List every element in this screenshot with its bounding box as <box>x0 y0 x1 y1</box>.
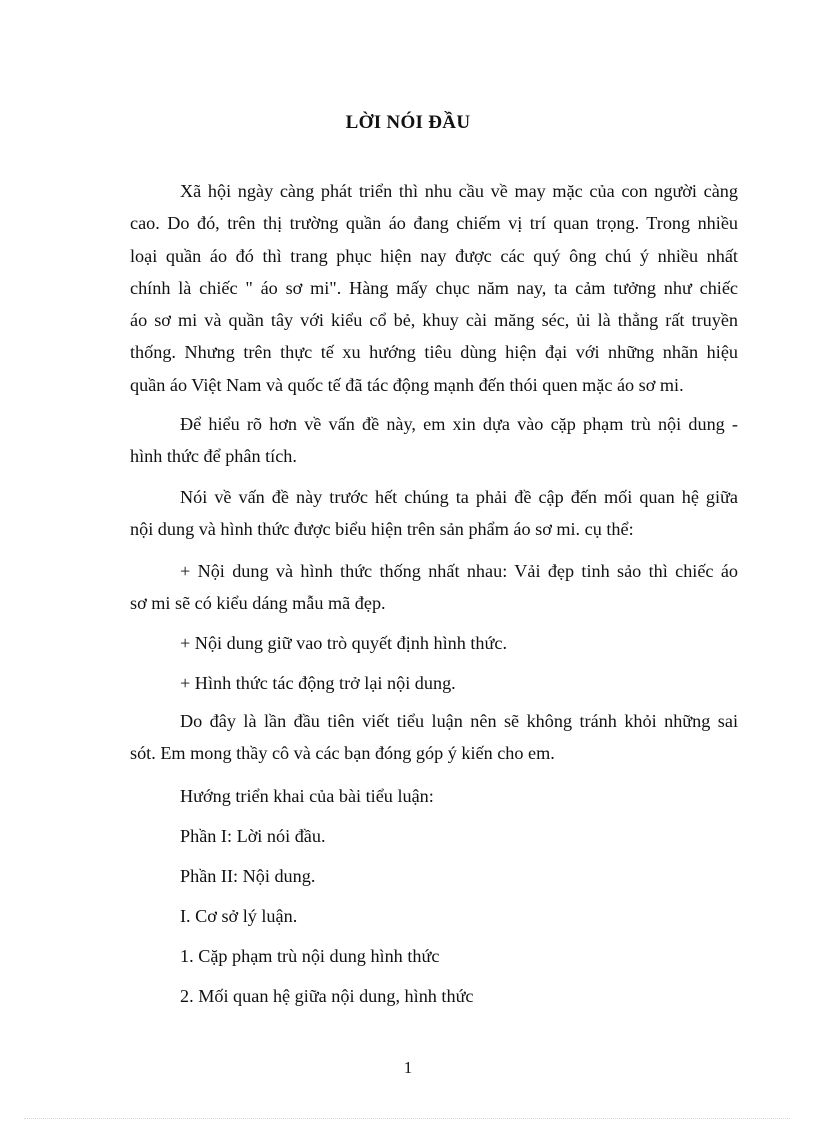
bullet-unity <box>130 555 738 620</box>
bullet-form-affects: + Hình thức tác động trở lại nội dung. <box>180 673 456 693</box>
paragraph-line: chính là chiếc " áo sơ mi". Hàng mấy chục năm nay, ta cảm tưởng như chiếc <box>130 277 738 298</box>
page-bottom-divider <box>24 1118 790 1119</box>
paragraph-line: thống. Nhưng trên thực tế xu hướng tiêu dùng hiện đại với những nhãn hiệu <box>130 342 738 363</box>
paragraph-line: áo sơ mi và quần tây với kiểu cổ bẻ, khuy cài măng séc, ủi là thẳng rất truyền <box>130 310 738 331</box>
paragraph-line: nội dung và hình thức được biểu hiện trên sản phẩm áo sơ mi. cụ thể: <box>130 519 634 540</box>
paragraph-line: cao. Do đó, trên thị trường quần áo đang chiếm vị trí quan trọng. Trong nhiều <box>130 213 738 234</box>
paragraph-closing <box>130 705 738 770</box>
outline-heading: Hướng triển khai của bài tiểu luận: <box>180 786 434 806</box>
paragraph-line: sơ mi sẽ có kiểu dáng mẫu mã đẹp. <box>130 593 386 614</box>
paragraph-line: Xã hội ngày càng phát triển thì nhu cầu về may mặc của con người càng <box>180 181 738 201</box>
paragraph-line: loại quần áo đó thì trang phục hiện nay được các quý ông chú ý nhiều nhất <box>130 245 738 266</box>
paragraph-line: hình thức để phân tích. <box>130 446 297 467</box>
paragraph-line: Để hiểu rõ hơn về vấn đề này, em xin dựa vào cặp phạm trù nội dung - <box>180 414 738 434</box>
outline-item: 1. Cặp phạm trù nội dung hình thức <box>180 946 440 966</box>
outline-item: Phần I: Lời nói đầu. <box>180 826 326 846</box>
paragraph-line: + Nội dung và hình thức thống nhất nhau: Vải đẹp tinh sảo thì chiếc áo <box>180 561 738 581</box>
paragraph-line: Nói về vấn đề này trước hết chúng ta phải đề cập đến mối quan hệ giữa <box>180 487 738 507</box>
page-number: 1 <box>403 1058 413 1077</box>
paragraph-line: quần áo Việt Nam và quốc tế đã tác động mạnh đến thói quen mặc áo sơ mi. <box>130 374 684 395</box>
paragraph-line: Do đây là lần đầu tiên viết tiểu luận nên sẽ không tránh khỏi những sai <box>180 711 738 731</box>
paragraph-intro <box>130 175 738 401</box>
outline-item: 2. Mối quan hệ giữa nội dung, hình thức <box>180 986 474 1006</box>
outline-item: I. Cơ sở lý luận. <box>180 906 298 926</box>
paragraph-relationship <box>130 481 738 546</box>
paragraph-approach <box>130 408 738 473</box>
page-title: LỜI NÓI ĐẦU <box>345 112 471 133</box>
paragraph-line: sót. Em mong thầy cô và các bạn đóng góp ý kiến cho em. <box>130 743 555 764</box>
outline-item: Phần II: Nội dung. <box>180 866 316 886</box>
bullet-content-decides: + Nội dung giữ vao trò quyết định hình thức. <box>180 633 508 653</box>
